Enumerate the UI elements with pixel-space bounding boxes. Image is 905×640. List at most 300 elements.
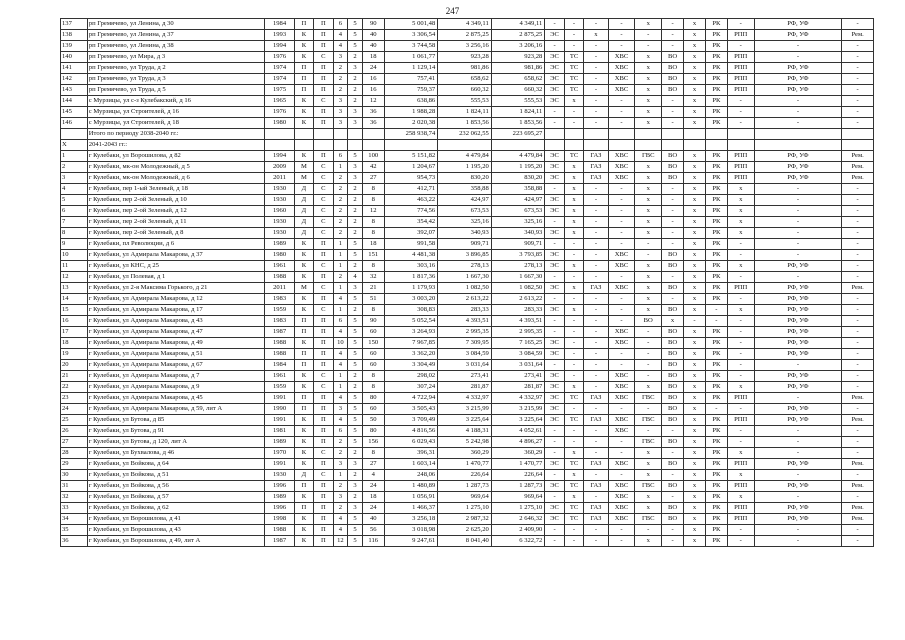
table-cell: х bbox=[684, 151, 706, 162]
table-cell: 1 bbox=[61, 151, 88, 162]
table-cell: х bbox=[564, 470, 583, 481]
table-cell: 2 bbox=[333, 195, 348, 206]
table-cell: РФ, УФ bbox=[754, 382, 842, 393]
table-cell: 5 bbox=[61, 195, 88, 206]
table-cell: 4 479,84 bbox=[491, 151, 545, 162]
table-cell: х bbox=[635, 294, 662, 305]
table-cell: х bbox=[684, 514, 706, 525]
table-cell: г Кулебаки, пл Революции, д 6 bbox=[87, 239, 265, 250]
table-cell: РФ, УФ bbox=[754, 151, 842, 162]
table-cell: Рем. bbox=[842, 393, 874, 404]
table-cell: х bbox=[684, 437, 706, 448]
table-cell: 3 306,54 bbox=[384, 30, 438, 41]
table-cell: - bbox=[608, 525, 635, 536]
table-cell: 5 bbox=[348, 536, 363, 547]
table-cell bbox=[705, 129, 727, 140]
table-cell: - bbox=[564, 239, 583, 250]
table-cell: ВО bbox=[662, 85, 684, 96]
table-cell: 3 031,64 bbox=[491, 360, 545, 371]
table-cell: 3 bbox=[348, 459, 363, 470]
table-cell: х bbox=[635, 162, 662, 173]
table-cell: 6 bbox=[333, 19, 348, 30]
table-cell: РК bbox=[705, 63, 727, 74]
table-cell: - bbox=[584, 272, 608, 283]
table-cell: РК bbox=[705, 360, 727, 371]
table-cell: РК bbox=[705, 371, 727, 382]
table-cell: - bbox=[564, 536, 583, 547]
table-cell: - bbox=[545, 294, 564, 305]
page-number: 247 bbox=[445, 6, 460, 16]
table-cell: Рем. bbox=[842, 283, 874, 294]
table-cell: РК bbox=[705, 283, 727, 294]
table-cell: ВО bbox=[662, 404, 684, 415]
table-cell bbox=[584, 129, 608, 140]
table-cell: 12 bbox=[362, 96, 384, 107]
table-cell: РФ, УФ bbox=[754, 481, 842, 492]
table-cell: М bbox=[294, 162, 313, 173]
table-cell: - bbox=[662, 107, 684, 118]
table-cell: 21 bbox=[362, 283, 384, 294]
table-cell: 757,41 bbox=[384, 74, 438, 85]
table-cell: х bbox=[684, 492, 706, 503]
table-cell: - bbox=[635, 360, 662, 371]
table-row bbox=[61, 481, 874, 492]
table-cell: 981,86 bbox=[438, 63, 492, 74]
table-cell: - bbox=[842, 261, 874, 272]
table-cell: 830,20 bbox=[438, 173, 492, 184]
table-cell bbox=[294, 140, 313, 151]
table-cell: П bbox=[314, 19, 333, 30]
table-cell: 80 bbox=[362, 393, 384, 404]
table-cell: 5 242,98 bbox=[438, 437, 492, 448]
table-cell: 4 896,27 bbox=[491, 437, 545, 448]
table-cell: П bbox=[314, 404, 333, 415]
table-cell: РК bbox=[705, 184, 727, 195]
table-cell: 909,71 bbox=[491, 239, 545, 250]
table-cell: 51 bbox=[362, 294, 384, 305]
table-cell: г Кулебаки, ул Войкова, д 57 bbox=[87, 492, 265, 503]
table-cell: 3 bbox=[348, 503, 363, 514]
table-cell: 4 bbox=[333, 525, 348, 536]
table-cell: РК bbox=[705, 437, 727, 448]
table-cell: х bbox=[635, 195, 662, 206]
table-cell bbox=[727, 129, 754, 140]
table-cell: - bbox=[727, 118, 754, 129]
table-cell: 9 bbox=[61, 239, 88, 250]
table-cell: 23 bbox=[61, 393, 88, 404]
table-cell: - bbox=[584, 536, 608, 547]
table-cell: РФ, УФ bbox=[754, 371, 842, 382]
table-cell: П bbox=[314, 437, 333, 448]
table-cell: РК bbox=[705, 162, 727, 173]
table-cell: К bbox=[294, 261, 313, 272]
table-cell: ГАЗ bbox=[584, 173, 608, 184]
table-cell: 3 215,99 bbox=[491, 404, 545, 415]
table-cell: К bbox=[294, 239, 313, 250]
table-cell: г Кулебаки, ул Войкова, д 64 bbox=[87, 459, 265, 470]
table-cell: - bbox=[842, 338, 874, 349]
table-cell: г Кулебаки, ул Бутова, д 85 bbox=[87, 415, 265, 426]
table-cell: - bbox=[584, 96, 608, 107]
table-row bbox=[61, 63, 874, 74]
table-cell: г Кулебаки, ул Адмирала Макарова, д 43 bbox=[87, 316, 265, 327]
table-cell: ВО bbox=[662, 250, 684, 261]
table-cell: 5 001,48 bbox=[384, 19, 438, 30]
table-cell: - bbox=[754, 525, 842, 536]
table-cell: х bbox=[684, 162, 706, 173]
table-cell: - bbox=[635, 327, 662, 338]
table-cell: РК bbox=[705, 173, 727, 184]
table-cell: - bbox=[545, 184, 564, 195]
table-row bbox=[61, 393, 874, 404]
table-cell bbox=[545, 129, 564, 140]
table-cell: РК bbox=[705, 41, 727, 52]
table-cell: 8 bbox=[362, 195, 384, 206]
table-cell: х bbox=[635, 173, 662, 184]
table-cell: 5 bbox=[348, 250, 363, 261]
table-cell: ТС bbox=[564, 52, 583, 63]
table-cell: К bbox=[294, 250, 313, 261]
table-cell: - bbox=[564, 316, 583, 327]
table-cell: х bbox=[564, 382, 583, 393]
table-cell: Рем. bbox=[842, 415, 874, 426]
table-cell: 283,33 bbox=[491, 305, 545, 316]
table-cell: 2009 bbox=[265, 162, 294, 173]
table-cell: РПП bbox=[727, 503, 754, 514]
table-cell: РФ, УФ bbox=[754, 415, 842, 426]
table-cell: х bbox=[684, 107, 706, 118]
table-cell: 4 188,31 bbox=[438, 426, 492, 437]
table-cell: г Кулебаки, ул Бутова, д 91 bbox=[87, 426, 265, 437]
table-cell: 6 bbox=[333, 316, 348, 327]
table-cell: г Кулебаки, ул Бутова, д 120, лит А bbox=[87, 437, 265, 448]
table-cell: 24 bbox=[362, 481, 384, 492]
table-cell: РФ, УФ bbox=[754, 85, 842, 96]
table-cell: х bbox=[684, 184, 706, 195]
table-cell: х bbox=[727, 305, 754, 316]
table-cell: 12 bbox=[333, 536, 348, 547]
table-row bbox=[61, 294, 874, 305]
table-cell: г Кулебаки, ул Адмирала Макарова, д 12 bbox=[87, 294, 265, 305]
table-cell: - bbox=[545, 525, 564, 536]
table-cell: ВО bbox=[635, 316, 662, 327]
table-cell: ХВС bbox=[608, 283, 635, 294]
table-cell: Д bbox=[294, 184, 313, 195]
table-body bbox=[61, 19, 874, 547]
table-cell: 923,28 bbox=[438, 52, 492, 63]
table-cell: 1991 bbox=[265, 459, 294, 470]
table-cell: - bbox=[662, 426, 684, 437]
table-cell: г Кулебаки, пер 2-ой Зеленый, д 12 bbox=[87, 206, 265, 217]
table-cell: РК bbox=[705, 327, 727, 338]
table-cell: - bbox=[564, 338, 583, 349]
table-cell: г Кулебаки, ул Адмирала Макарова, д 45 bbox=[87, 393, 265, 404]
table-cell: - bbox=[842, 41, 874, 52]
table-cell: ХВС bbox=[608, 338, 635, 349]
table-cell: ТС bbox=[564, 481, 583, 492]
table-cell: 5 bbox=[348, 338, 363, 349]
table-cell: С bbox=[314, 448, 333, 459]
table-cell: ХВС bbox=[608, 393, 635, 404]
table-cell: - bbox=[662, 206, 684, 217]
table-cell: 2 bbox=[348, 184, 363, 195]
table-cell: - bbox=[584, 327, 608, 338]
table-cell: 3 264,93 bbox=[384, 327, 438, 338]
table-cell: П bbox=[314, 118, 333, 129]
table-cell: 1987 bbox=[265, 327, 294, 338]
table-row bbox=[61, 470, 874, 481]
table-cell: - bbox=[662, 96, 684, 107]
table-cell: 21 bbox=[61, 371, 88, 382]
table-cell: - bbox=[584, 217, 608, 228]
table-cell: х bbox=[684, 349, 706, 360]
table-cell: 1 bbox=[333, 371, 348, 382]
table-cell: - bbox=[584, 492, 608, 503]
table-cell: 50 bbox=[362, 415, 384, 426]
table-cell: 991,58 bbox=[384, 239, 438, 250]
table-cell: С bbox=[314, 305, 333, 316]
table-cell: РПП bbox=[727, 30, 754, 41]
table-cell: х bbox=[727, 184, 754, 195]
table-cell bbox=[754, 129, 842, 140]
table-cell: ХВС bbox=[608, 492, 635, 503]
table-cell: П bbox=[294, 360, 313, 371]
table-cell: 7 309,95 bbox=[438, 338, 492, 349]
table-cell: Рем. bbox=[842, 503, 874, 514]
table-cell: РФ, УФ bbox=[754, 294, 842, 305]
table-cell: х bbox=[564, 448, 583, 459]
table-cell: - bbox=[842, 404, 874, 415]
table-cell: 2 bbox=[333, 448, 348, 459]
table-cell: г Кулебаки, ул КНС, д 25 bbox=[87, 261, 265, 272]
table-cell bbox=[608, 129, 635, 140]
table-cell bbox=[384, 140, 438, 151]
table-cell: - bbox=[545, 360, 564, 371]
table-cell: ГАЗ bbox=[584, 503, 608, 514]
table-row bbox=[61, 536, 874, 547]
table-cell: 1 275,10 bbox=[438, 503, 492, 514]
table-cell: К bbox=[294, 52, 313, 63]
table-cell: 281,87 bbox=[491, 382, 545, 393]
table-cell: 5 bbox=[348, 525, 363, 536]
table-cell: П bbox=[314, 151, 333, 162]
table-cell: - bbox=[754, 272, 842, 283]
table-cell: г Кулебаки, ул Ворошилова, д 49, лит А bbox=[87, 536, 265, 547]
table-cell: 142 bbox=[61, 74, 88, 85]
table-cell: - bbox=[754, 206, 842, 217]
table-cell: - bbox=[635, 525, 662, 536]
table-cell: 3 bbox=[333, 52, 348, 63]
table-cell: П bbox=[314, 107, 333, 118]
table-cell: 3 bbox=[333, 492, 348, 503]
table-cell: 6 029,43 bbox=[384, 437, 438, 448]
table-cell: 1 129,14 bbox=[384, 63, 438, 74]
table-cell: С bbox=[314, 96, 333, 107]
table-cell: 392,07 bbox=[384, 228, 438, 239]
table-cell: 5 bbox=[348, 514, 363, 525]
table-cell: х bbox=[684, 415, 706, 426]
table-cell bbox=[362, 129, 384, 140]
table-cell: х bbox=[564, 162, 583, 173]
table-cell: ТС bbox=[564, 85, 583, 96]
table-cell: РК bbox=[705, 85, 727, 96]
table-cell: 424,97 bbox=[438, 195, 492, 206]
table-cell: х bbox=[662, 316, 684, 327]
table-cell: 981,86 bbox=[491, 63, 545, 74]
table-cell: ХВС bbox=[608, 382, 635, 393]
table-cell: 2 bbox=[348, 305, 363, 316]
table-cell: 1961 bbox=[265, 261, 294, 272]
table-cell: 3 206,16 bbox=[491, 41, 545, 52]
table-cell: РК bbox=[705, 118, 727, 129]
table-cell: ЭС bbox=[545, 173, 564, 184]
table-cell: 13 bbox=[61, 283, 88, 294]
table-cell: ЭС bbox=[545, 459, 564, 470]
table-cell: - bbox=[545, 492, 564, 503]
table-cell: РФ, УФ bbox=[754, 503, 842, 514]
table-cell: РК bbox=[705, 228, 727, 239]
table-cell: - bbox=[545, 19, 564, 30]
table-cell: 1 853,56 bbox=[491, 118, 545, 129]
table-cell: - bbox=[662, 195, 684, 206]
table-cell: рп Гремячево, ул Труда, д 3 bbox=[87, 74, 265, 85]
table-cell: 18 bbox=[362, 239, 384, 250]
table-cell: 923,28 bbox=[491, 52, 545, 63]
table-cell: - bbox=[754, 96, 842, 107]
table-cell bbox=[727, 140, 754, 151]
table-row bbox=[61, 459, 874, 470]
table-cell: РФ, УФ bbox=[754, 305, 842, 316]
table-cell: - bbox=[842, 74, 874, 85]
table-cell: г Кулебаки, ул Адмирала Макарова, д 47 bbox=[87, 327, 265, 338]
table-cell: ГАЗ bbox=[584, 283, 608, 294]
table-cell: 2 646,32 bbox=[491, 514, 545, 525]
table-cell: х bbox=[635, 272, 662, 283]
table-cell: 4 349,11 bbox=[438, 19, 492, 30]
table-cell: - bbox=[842, 382, 874, 393]
table-cell: - bbox=[584, 525, 608, 536]
table-cell: - bbox=[608, 448, 635, 459]
table-cell: 18 bbox=[362, 492, 384, 503]
table-cell: 2 bbox=[333, 85, 348, 96]
table-cell: П bbox=[294, 404, 313, 415]
table-cell: 2 bbox=[333, 74, 348, 85]
table-cell: ГВС bbox=[635, 481, 662, 492]
table-cell: 40 bbox=[362, 41, 384, 52]
table-cell: - bbox=[754, 536, 842, 547]
table-cell: х bbox=[684, 217, 706, 228]
table-cell: - bbox=[584, 63, 608, 74]
table-cell: 2 bbox=[348, 195, 363, 206]
table-cell: г Кулебаки, ул Ворошилова, д 43 bbox=[87, 525, 265, 536]
table-cell: х bbox=[635, 536, 662, 547]
table-cell: - bbox=[564, 294, 583, 305]
table-cell: С bbox=[314, 470, 333, 481]
table-cell: 1 061,77 bbox=[384, 52, 438, 63]
table-cell: 3 215,99 bbox=[438, 404, 492, 415]
table-cell: х bbox=[684, 283, 706, 294]
table-cell: ХВС bbox=[608, 459, 635, 470]
table-cell: 1 817,36 bbox=[384, 272, 438, 283]
table-cell: РПП bbox=[727, 514, 754, 525]
table-cell: х bbox=[684, 371, 706, 382]
table-cell: 412,71 bbox=[384, 184, 438, 195]
table-cell: 5 bbox=[348, 437, 363, 448]
table-cell: х bbox=[635, 305, 662, 316]
table-cell: 8 bbox=[362, 382, 384, 393]
table-row bbox=[61, 437, 874, 448]
table-cell: 660,32 bbox=[438, 85, 492, 96]
table-cell: х bbox=[684, 536, 706, 547]
table-cell: 226,64 bbox=[491, 470, 545, 481]
table-cell: - bbox=[608, 228, 635, 239]
table-cell: - bbox=[608, 19, 635, 30]
table-cell: 8 041,40 bbox=[438, 536, 492, 547]
table-cell: 1980 bbox=[265, 250, 294, 261]
table-cell: - bbox=[564, 118, 583, 129]
table-cell: 4 332,97 bbox=[491, 393, 545, 404]
table-cell: - bbox=[564, 437, 583, 448]
table-cell: 2 995,35 bbox=[438, 327, 492, 338]
table-cell: 4 bbox=[333, 349, 348, 360]
table-cell: 6 bbox=[61, 206, 88, 217]
table-cell bbox=[564, 140, 583, 151]
table-cell: РК bbox=[705, 470, 727, 481]
table-cell: - bbox=[564, 272, 583, 283]
table-cell: 1 853,56 bbox=[438, 118, 492, 129]
table-cell: - bbox=[754, 239, 842, 250]
table-cell: 1 bbox=[333, 261, 348, 272]
table-cell: х bbox=[635, 217, 662, 228]
table-cell: РФ, УФ bbox=[754, 74, 842, 85]
table-cell: - bbox=[842, 349, 874, 360]
table-cell: 3 bbox=[348, 118, 363, 129]
table-cell: 8 bbox=[362, 448, 384, 459]
table-cell: РК bbox=[705, 349, 727, 360]
table-cell: РПП bbox=[727, 481, 754, 492]
table-cell: 145 bbox=[61, 107, 88, 118]
table-cell: - bbox=[754, 393, 842, 404]
table-cell: П bbox=[314, 536, 333, 547]
table-cell: П bbox=[314, 41, 333, 52]
table-cell: 2 bbox=[333, 206, 348, 217]
table-cell: 156 bbox=[362, 437, 384, 448]
table-cell: РК bbox=[705, 448, 727, 459]
table-cell: - bbox=[608, 316, 635, 327]
table-cell: - bbox=[564, 107, 583, 118]
table-cell: 3 bbox=[333, 96, 348, 107]
table-cell: П bbox=[314, 63, 333, 74]
table-cell: 56 bbox=[362, 525, 384, 536]
table-cell: - bbox=[584, 371, 608, 382]
table-cell: 29 bbox=[61, 459, 88, 470]
table-cell: 298,02 bbox=[384, 371, 438, 382]
table-cell: 40 bbox=[362, 514, 384, 525]
table-cell: РК bbox=[705, 536, 727, 547]
table-cell: 673,53 bbox=[438, 206, 492, 217]
table-cell: РПП bbox=[727, 162, 754, 173]
table-row bbox=[61, 492, 874, 503]
table-cell: - bbox=[608, 107, 635, 118]
table-cell: М bbox=[294, 283, 313, 294]
table-cell: ЭС bbox=[545, 382, 564, 393]
table-cell: - bbox=[662, 492, 684, 503]
table-cell: РК bbox=[705, 503, 727, 514]
table-cell: Рем. bbox=[842, 30, 874, 41]
table-cell: 1 275,10 bbox=[491, 503, 545, 514]
table-cell: 3 744,58 bbox=[384, 41, 438, 52]
table-cell bbox=[333, 140, 348, 151]
